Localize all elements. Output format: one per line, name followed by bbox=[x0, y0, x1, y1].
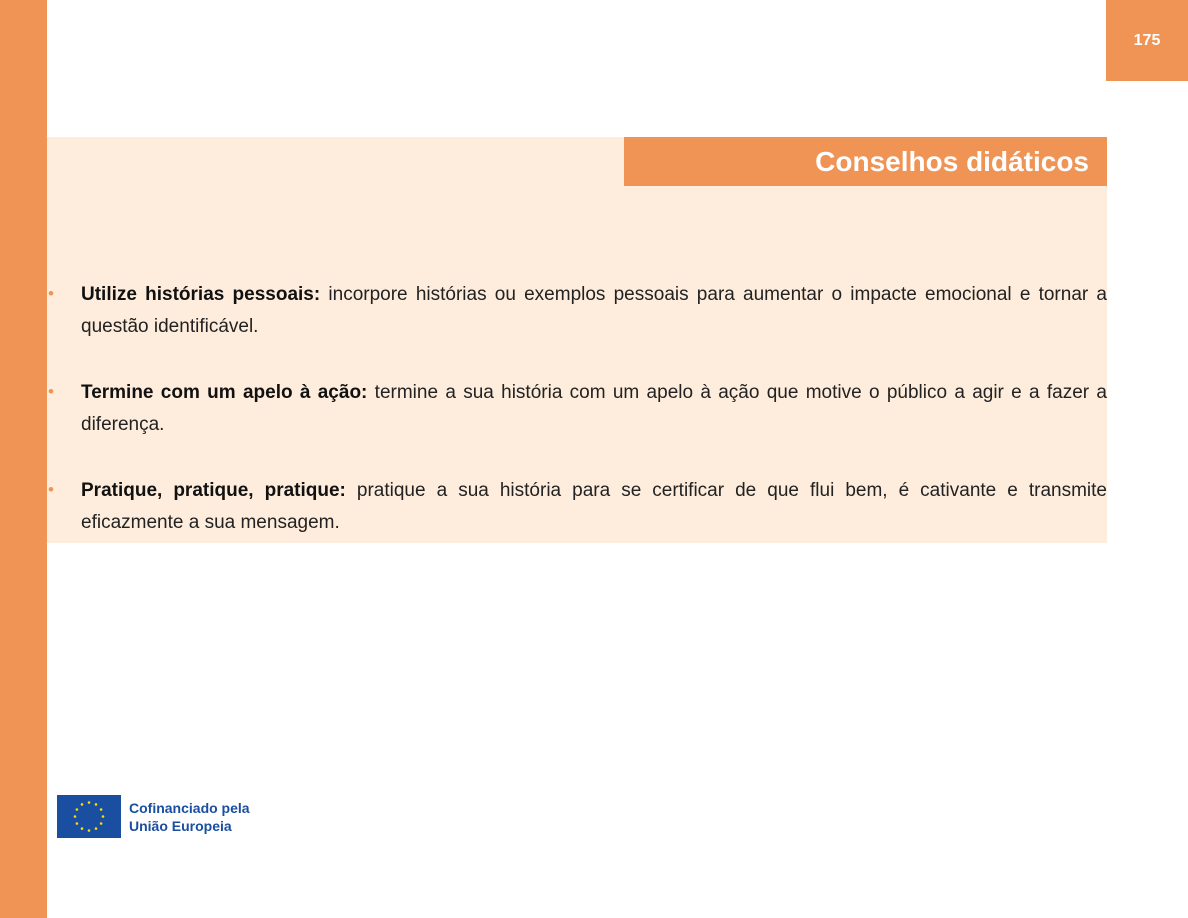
tip-term: Termine com um apelo à ação: bbox=[81, 382, 368, 403]
bullet-icon: • bbox=[48, 284, 54, 303]
page-number: 175 bbox=[1133, 31, 1161, 49]
bullet-icon: • bbox=[48, 480, 54, 499]
eu-cofunding-text bbox=[129, 799, 250, 835]
section-title: Conselhos didáticos bbox=[815, 145, 1089, 177]
tip-text: pratique a sua história para se certificar de que flui bem, é cativante e transmite eficazmente a sua mensagem. bbox=[81, 480, 1107, 533]
eu-flag-icon bbox=[57, 795, 121, 838]
tip-text: termine a sua história com um apelo à ação que motive o público a agir e a fazer a diferença. bbox=[81, 382, 1107, 435]
tips-list bbox=[47, 279, 1107, 539]
eu-text-line1: Cofinanciado pela bbox=[129, 799, 250, 816]
bullet-icon: • bbox=[48, 382, 54, 401]
tip-text: incorpore histórias ou exemplos pessoais para aumentar o impacte emocional e tornar a questão identificável. bbox=[81, 284, 1107, 337]
tip-term: Pratique, pratique, pratique: bbox=[81, 480, 346, 501]
tip-item bbox=[47, 475, 1107, 539]
tip-term: Utilize histórias pessoais: bbox=[81, 284, 321, 305]
left-accent-bar bbox=[0, 0, 47, 918]
page-number-badge bbox=[1106, 0, 1188, 81]
section-title-bar bbox=[624, 137, 1107, 186]
tip-item bbox=[47, 279, 1107, 343]
tip-item bbox=[47, 377, 1107, 441]
eu-cofunding-logo bbox=[57, 795, 250, 838]
eu-text-line2: União Europeia bbox=[129, 817, 232, 834]
